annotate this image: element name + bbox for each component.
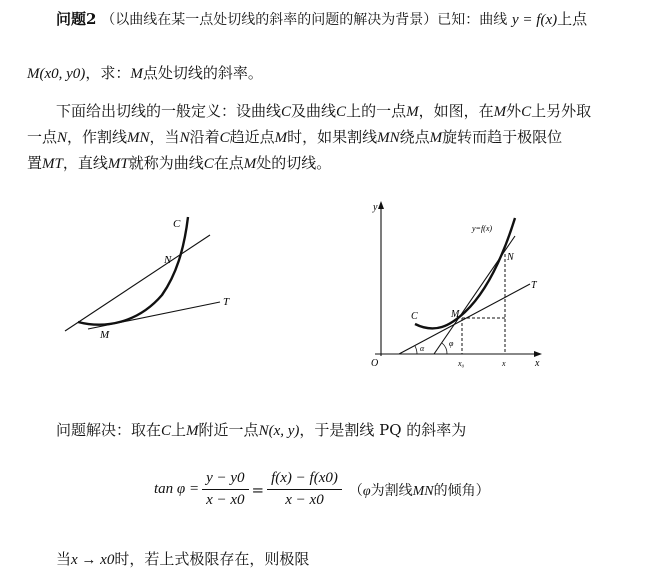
ask-tail: 点处切线的斜率。 xyxy=(142,64,263,82)
def-text: 时，如果割线 xyxy=(287,128,378,146)
def-text: 上另外取 xyxy=(531,102,592,120)
label-t: T xyxy=(223,296,230,308)
problem-line-2 xyxy=(27,62,263,83)
tangent-line xyxy=(399,284,530,354)
label-m: M xyxy=(100,329,110,341)
solution-text: 上 xyxy=(171,421,187,439)
definition-line-1 xyxy=(56,100,591,121)
fraction-2 xyxy=(267,470,342,509)
def-text: 下面给出切线的一般定义：设曲线 xyxy=(56,102,282,120)
def-text: 旋转而趋于极限位 xyxy=(442,128,563,146)
fraction-1-denominator: x − x0 xyxy=(206,492,245,508)
def-text: 趋近点 xyxy=(229,128,275,146)
label-phi: φ xyxy=(449,339,454,348)
problem-label: 问题2 xyxy=(56,10,97,28)
symbol-c: C xyxy=(161,423,172,439)
symbol-mt: MT xyxy=(107,156,129,172)
ask-point: M xyxy=(130,66,143,82)
curve-c xyxy=(415,218,515,328)
x-axis-arrow xyxy=(534,351,542,357)
label-c: C xyxy=(411,311,418,322)
symbol-phi: φ xyxy=(362,483,371,499)
note-text: 为割线 xyxy=(370,482,413,499)
point-m: M(x0, y0) xyxy=(27,66,86,82)
secant-line xyxy=(65,235,210,331)
limit-text: 时，若上式极限存在，则极限 xyxy=(114,550,310,568)
slope-formula xyxy=(154,470,490,509)
def-text: 外 xyxy=(506,102,522,120)
fraction-2-numerator: f(x) − f(x0) xyxy=(267,470,342,490)
def-text: 上的一点 xyxy=(346,102,407,120)
symbol-mn: MN xyxy=(127,130,150,146)
symbol-m: M xyxy=(186,423,199,439)
solution-text: 问题解决：取在 xyxy=(56,421,162,439)
formula-lhs: tan φ = xyxy=(154,481,200,497)
curve-c xyxy=(78,217,188,325)
def-text: 沿着 xyxy=(189,128,220,146)
figure-left xyxy=(60,205,250,350)
label-n: N xyxy=(164,254,172,266)
label-x0: x₀ xyxy=(458,359,465,368)
symbol-m: M xyxy=(243,156,257,172)
symbol-c: C xyxy=(521,104,532,120)
limit-line xyxy=(56,548,309,569)
fraction-2-denominator: x − x0 xyxy=(285,492,324,508)
problem-context: （以曲线在某一点处切线的斜率的问题的解决为背景）已知：曲线 xyxy=(101,12,508,28)
y-axis-arrow xyxy=(378,201,384,209)
formula-note xyxy=(349,480,490,500)
symbol-n: N xyxy=(179,130,190,146)
secant-line xyxy=(434,236,515,354)
symbol-n: N xyxy=(57,130,68,146)
def-text: 及曲线 xyxy=(291,102,337,120)
def-text: 处的切线。 xyxy=(256,154,332,172)
def-text: ，当 xyxy=(149,128,180,146)
figure-right xyxy=(365,196,550,376)
def-text: ，如图，在 xyxy=(418,102,494,120)
symbol-mt: MT xyxy=(42,156,63,172)
fraction-1 xyxy=(202,470,248,509)
symbol-m: M xyxy=(493,104,507,120)
label-curve-eq: y=f(x) xyxy=(472,224,493,233)
problem-line-1 xyxy=(56,8,587,29)
symbol-mn: MN xyxy=(412,483,434,499)
definition-line-2 xyxy=(27,126,562,147)
curve-equation: y = f(x) xyxy=(512,12,558,28)
symbol-c: C xyxy=(281,104,292,120)
note-text: 的倾角） xyxy=(433,482,490,499)
ask-text: ，求： xyxy=(85,64,131,82)
def-text: 在点 xyxy=(213,154,244,172)
angle-alpha-arc xyxy=(415,346,417,354)
symbol-mn: MN xyxy=(377,130,400,146)
symbol-m: M xyxy=(406,104,419,120)
symbol-m: M xyxy=(429,130,443,146)
limit-text: 当 xyxy=(56,550,72,568)
problem-tail: 上点 xyxy=(557,10,588,28)
label-n: N xyxy=(507,252,514,263)
label-alpha: α xyxy=(420,344,425,353)
def-text: 绕点 xyxy=(399,128,430,146)
label-y: y xyxy=(373,202,378,213)
fraction-1-numerator: y − y0 xyxy=(202,470,248,490)
formula-equals: = xyxy=(251,480,265,499)
solution-line xyxy=(56,419,466,440)
label-m: M xyxy=(451,309,460,320)
label-x-tick: x xyxy=(502,359,506,368)
def-text: 置 xyxy=(27,154,43,172)
def-text: ，作割线 xyxy=(67,128,128,146)
limit-expression: x → x0 xyxy=(71,552,115,568)
symbol-c: C xyxy=(203,156,214,172)
def-text: ，直线 xyxy=(62,154,108,172)
label-origin: O xyxy=(371,358,379,369)
definition-line-3 xyxy=(27,152,331,173)
def-text: 一点 xyxy=(27,128,58,146)
point-n: N(x, y) xyxy=(258,423,300,439)
def-text: 就称为曲线 xyxy=(128,154,204,172)
label-t: T xyxy=(531,280,537,291)
label-x: x xyxy=(535,358,540,369)
solution-text: 附近一点 xyxy=(198,421,259,439)
tangent-line xyxy=(88,302,220,329)
solution-text: ，于是割线 PQ 的斜率为 xyxy=(299,421,467,439)
symbol-c: C xyxy=(219,130,230,146)
symbol-m: M xyxy=(274,130,288,146)
angle-phi-arc xyxy=(442,343,447,354)
symbol-c: C xyxy=(336,104,347,120)
note-text: （ xyxy=(348,482,363,499)
label-c: C xyxy=(173,218,181,230)
